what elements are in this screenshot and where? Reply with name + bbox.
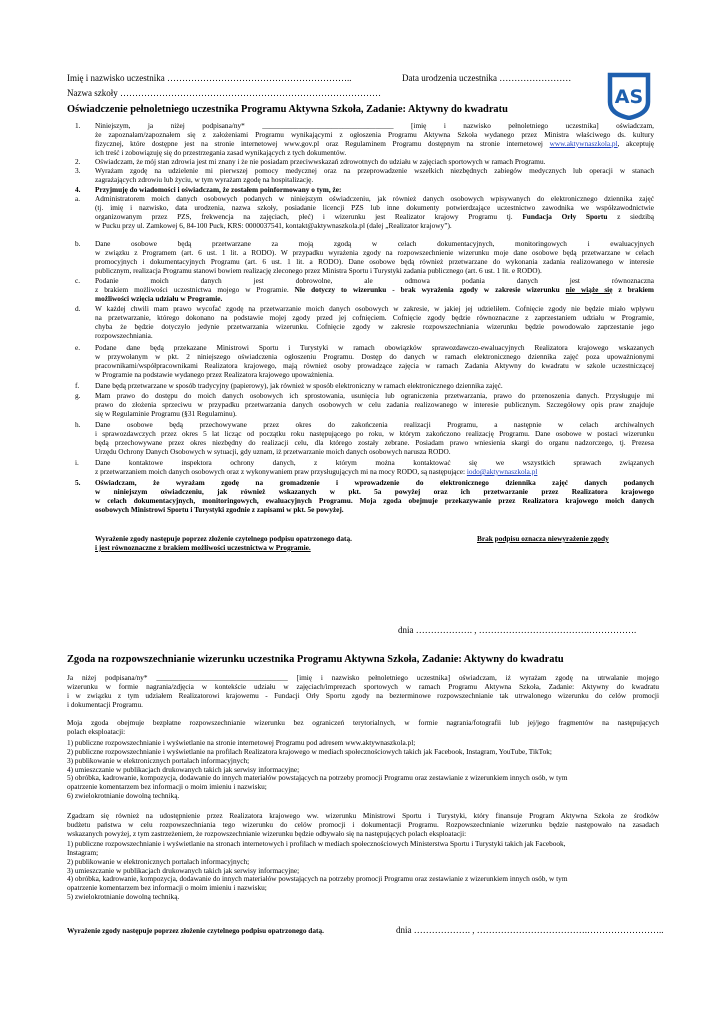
item-b-line: Dane osobowe będą przetwarzane za moją zgodą w celach dokumentacyjnych, monitoringowych i ewaluacyjnych (95, 239, 654, 248)
item-5-line: Oświadczam, że wyrażam zgodę na gromadzenie i wprowadzenie do elektronicznego dziennika zajęć danych podanych (95, 478, 654, 487)
school-field[interactable]: …………………………………………………………………………… (119, 88, 381, 98)
item-number-4: 4. (75, 185, 81, 194)
item-a-line: organizowanym przez PZS, frekwencja na zajęciach, płeć) i wizerunku jest Realizator krajowy Programu tj. Fundacja Orły Sportu z siedzibą (95, 211, 654, 221)
foundation-name: Fundacja Orły Sportu (522, 211, 608, 221)
item-e-line: w przywołanym w pkt. 2 niniejszego oświadczenia ogłoszeniu Programu. Dostęp do danych w ramach elektronicznego dziennika zajęć poza upoważnionymi (95, 351, 654, 361)
item-1-line: że zapoznałam/zapoznałem się z założeniami Programu wynikającymi z ogłoszenia Programu Aktywna Szkoła wydanego przez Ministra właściwego ds. kultury (95, 129, 654, 139)
item-a-line: (tj. imię i nazwisko, data urodzenia, nazwa szkoły, posiadanie licencji PZS lub inne dokumenty potwierdzające uczestnictwo zawodnika we współzawodnictwie (95, 202, 654, 212)
item-e (95, 344, 654, 379)
item-e-line: w Programie na podstawie wydanego przez Realizatora krajowego upoważnienia. (95, 369, 334, 379)
item-d-line: na przetwarzanie, którego dokonano na podstawie mojej zgody przed jej cofnięciem. Cofnięcie zgody będzie równoznaczne z zaprzestaniem udziału w Programie, (95, 312, 654, 322)
item-letter-c: c. (75, 276, 81, 285)
item-5-line: w celach dokumentacyjnych, monitoringowych, ewaluacyjnych Programu. Moja zgoda obejmuje przekazywanie przez Realizatora krajowego moich danych (95, 495, 654, 505)
item-a-line: w Pucku przy ul. Zamkowej 6, 84-100 Puck, KRS: 0000037541, kontakt@aktywnaszkola.pl (dalej „Realizator krajowy”). (95, 220, 452, 230)
item-1-text: fizycznej, które dostępne jest na stronie internetowej www.gov.pl oraz Regulaminem Programu dostępnym na stronie internetowej (95, 138, 543, 148)
item-h (95, 421, 654, 456)
list-item: opatrzenie komentarzem bez informacji o moim imieniu i nazwisku; (67, 782, 267, 792)
ministry-consent-intro: Zgadzam się również na udostępnienie przez Realizatora krajowego ww. wizerunku Ministrowi Sportu i Turystyki, który finansuje Program Aktywna Szkoła ze środków budżetu państwa w celu rozpowszechniania tego wizerunku do celów promocji i dokumentacji Programu. Rozpowszechnianie wizerunku będzie następowało na zasadach wskazanych powyżej, z tym zastrzeżeniem, że rozpowszechnianie wizerunku będzie odbywało się na następujących polach eksploatacji: (67, 811, 659, 838)
item-3-line: Wyrażam zgodę na udzielenie mi pierwszej pomocy medycznej oraz na przeprowadzenie wszelkich niezbędnych zabiegów medycznych lub operacji w stanach (95, 166, 654, 175)
item-h-line: Dane osobowe będą przechowywane przez okres do zakończenia realizacji Programu, a następnie w celach archiwalnych (95, 420, 654, 429)
item-b-line: w związku z Programem (art. 6 ust. 1 lit. a RODO). W przypadku wyrażenia zgody na rozpowszechnienie wizerunku moje dane osobowe będą przetwarzane w celach (95, 247, 654, 257)
item-c-line: możliwości wzięcia udziału w Programie. (95, 293, 223, 303)
section1-title: Oświadczenie pełnoletniego uczestnika Programu Aktywna Szkoła, Zadanie: Aktywny do kwadratu (67, 104, 508, 115)
item-3-line: zagrażających zdrowiu lub życiu, w tym wyrażam zgodę na hospitalizację. (95, 174, 314, 184)
item-letter-i: i. (75, 458, 79, 467)
image-consent-intro: Ja niżej podpisana/ny* ____________________________________ [imię i nazwisko pełnoletniego uczestnika] oświadczam, iż wyrażam zgodę na utrwalanie mojego wizerunku w formie nagrania/zdjęcia w kontekście udziału w zajęciach/imprezach sportowych w ramach Programu Aktywna Szkoła, Zadanie: Aktywny do kwadratu i w związku z tym udziałem Realizatorowi krajowemu - Fundacji Orły Sportu zgody na bezterminowe rozpowszechnianie tak utrwalonego wizerunku do celów promocji i dokumentacji Programu. (67, 673, 659, 709)
list-item: 5) zwielokrotnianie dowolną techniką. (67, 892, 180, 902)
item-g-line: się w Regulaminie Programu (§31 Regulaminu). (95, 408, 237, 418)
item-2-text: Oświadczam, że mój stan zdrowia jest mi znany i że nie posiadam przeciwwskazań zdrowotnych do udziału w zajęciach sportowych w ramach Programu. (95, 157, 546, 166)
item-number-2: 2. (75, 157, 81, 166)
item-e-line: Podane dane będą przekazane Ministrowi Sportu i Turystyki w ramach obowiązków sprawozdawczo-ewaluacyjnych Realizatora krajowego wskazanych (95, 343, 654, 352)
item-h-line: Urzędu Ochrony Danych Osobowych w sytuacji, gdy uznam, iż przetwarzanie moich danych osobowych narusza RODO. (95, 446, 451, 456)
item-letter-e: e. (75, 343, 81, 352)
list-item: 2) publiczne rozpowszechnianie i wyświetlanie na profilach Realizatora krajowego w mediach społecznościowych takich jak Facebook, Instagram, YouTube, TikTok; (67, 746, 552, 756)
section2-title: Zgoda na rozpowszechnianie wizerunku uczestnika Programu Aktywna Szkoła, Zadanie: Aktywny do kwadratu (67, 654, 564, 665)
item-c-line: Podanie moich danych jest dobrowolne, ale odmowa podania danych jest równoznaczna (95, 276, 654, 285)
list-item: 4) obróbka, kadrowanie, kompozycja, dodawanie do innych materiałów powstających na potrzeby promocji Programu oraz zestawianie z wizerunkiem innych osób, w tym (67, 874, 568, 884)
item-5-line: w niniejszym oświadczeniu, jak również wskazanych w pkt. 5a powyżej oraz ich przetwarzanie przez Realizatora krajowego (95, 486, 654, 496)
item-a-line: Administratorem moich danych osobowych podanych w niniejszym oświadczeniu, jak również danych osobowych wpisywanych do elektronicznego dziennika zajęć (95, 194, 654, 203)
item-d-line: chyba że będzie dotyczyło jedynie przetwarzania wizerunku. Cofnięcie zgody w zakresie rozpowszechniania wizerunku będzie powodowało zaprzestanie jego (95, 321, 654, 331)
item-i-line: Dane kontaktowe inspektora ochrony danych, z którym można kontaktować się we wszystkich sprawach związanych (95, 458, 654, 467)
signature-line-2[interactable]: dnia ………………. , ……………………………….…………………….. (396, 925, 664, 935)
list-item: 1) publiczne rozpowszechnianie i wyświetlanie na stronach internetowych i profilach w mediach społecznościowych Ministerstwa Sportu i Turystyki takich jak Facebook, (67, 839, 566, 848)
iodo-email-link[interactable]: iodo@aktywnaszkola.pl (466, 466, 538, 476)
item-letter-b: b. (75, 239, 81, 248)
dob-label: Data urodzenia uczestnika (402, 73, 497, 83)
item-f-text: Dane będą przetwarzane w sposób tradycyjny (papierowy), jak również w sposób elektroniczny w ramach elektronicznego dziennika zajęć. (95, 381, 503, 390)
scope-intro: Moja zgoda obejmuje bezpłatne rozpowszechnianie wizerunku bez ograniczeń terytorialnych, w formie nagrania/fotografii lub jej/jego fragmentów na następujących polach eksploatacji: (67, 718, 659, 736)
item-1-line: fizycznej, które dostępne jest na stronie internetowej www.gov.pl oraz Regulaminem Programu dostępnym na stronie internetowej www.aktywnaszkola.pl, akceptuję (95, 138, 654, 148)
signature-line-1[interactable]: dnia ………………. , ……………………………….……………. (398, 625, 637, 635)
list-item: 5) obróbka, kadrowanie, kompozycja, dodawanie do innych materiałów powstających na potrzeby promocji Programu oraz zestawianie z wizerunkiem innych osób, w tym (67, 773, 568, 783)
item-a (95, 195, 654, 230)
list-item: 6) zwielokrotnianie dowolną techniką. (67, 791, 180, 801)
item-d-line: rozpowszechniania. (95, 330, 153, 340)
item-number-3: 3. (75, 166, 81, 175)
item-i (95, 459, 654, 477)
name-field[interactable]: …………………………………………………….. (166, 73, 352, 83)
ministry-fields-list (67, 840, 659, 902)
list-item: 3) publikowanie w elektronicznych portalach informacyjnych; (67, 755, 250, 765)
school-label: Nazwa szkoły (67, 88, 118, 98)
dob-row (402, 73, 571, 83)
list-item: Instagram; (67, 847, 99, 857)
item-letter-a: a. (75, 194, 81, 203)
logo-letters: AS (614, 86, 644, 108)
item-c-line: z brakiem możliwości uczestnictwa mojego w Programie. Nie dotyczy to wizerunku - brak wyrażenia zgody w zakresie wizerunku nie wiąże się z brakiem (95, 284, 654, 294)
item-letter-h: h. (75, 420, 81, 429)
item-1-line: ich treść i zobowiązuję się do przestrzegania zasad wynikających z tych dokumentów. (95, 147, 347, 157)
item-number-5: 5. (75, 478, 81, 487)
list-item: opatrzenie komentarzem bez informacji o moim imieniu i nazwisku; (67, 883, 267, 893)
item-d-line: W każdej chwili mam prawo wycofać zgodę na przetwarzanie moich danych osobowych w zakresie, w jakiej jej udzieliłem. Cofnięcie zgody nie będzie miało wpływu (95, 304, 654, 313)
item-g-line: Mam prawo do dostępu do moich danych osobowych ich sprostowania, usunięcia lub ograniczenia przetwarzania, prawo do przenoszenia danych. Przysługuje mi (95, 391, 654, 400)
item-c (95, 277, 654, 304)
list-item: 1) publiczne rozpowszechnianie i wyświetlanie na stronie internetowej Programu pod adresem www.aktywnaszkola.pl; (67, 738, 416, 747)
item-number-1: 1. (75, 121, 81, 130)
item-e-line: pracownikami/współpracownikami Realizatora krajowego, mają również osoby prowadzące zajęcia w ramach Zadania Aktywny do kwadratu w szkole uczestniczącej (95, 360, 654, 370)
item-d (95, 305, 654, 340)
aktywnaszkola-link[interactable]: www.aktywnaszkola.pl (549, 138, 618, 148)
item-b (95, 240, 654, 275)
name-label: Imię i nazwisko uczestnika (67, 73, 165, 83)
item-letter-f: f. (75, 381, 80, 390)
list-item: 2) publikowanie w elektronicznych portalach informacyjnych; (67, 856, 250, 866)
consent-note-2: Wyrażenie zgody następuje poprzez złożenie czytelnego podpisu opatrzonego datą. (67, 926, 324, 935)
item-i-line: z przetwarzaniem moich danych osobowych oraz z wykonywaniem praw przysługujących mi na mocy RODO, są następujące: iodo@aktywnaszkola.pl (95, 466, 538, 476)
list-item: 3) umieszczanie w publikacjach drukowanych takich jak serwisy informacyjne; (67, 865, 300, 875)
item-b-line: publicznym, realizacja Programu stanowi bowiem realizację zleconego przez Ministra Sportu i Turystyki zadania publicznego (art. 6 ust. 1 lit. e RODO). (95, 265, 542, 275)
school-row (67, 88, 381, 98)
consent-note-1: Wyrażenie zgody następuje poprzez złożenie czytelnego podpisu opatrzonego datą. Brak podpisu oznacza niewyrażenie zgody i jest równoznaczne z brakiem możliwości uczestnictwa w Programie. (95, 534, 609, 552)
item-g-line: prawo do złożenia sprzeciwu w przypadku przetwarzania danych osobowych w celu zadania realizowanego w interesie publicznym. Szczegółowy opis praw znajduje (95, 399, 654, 409)
item-letter-g: g. (75, 391, 81, 400)
item-1-line: Niniejszym, ja niżej podpisana/ny* ____________________________________ [imię i nazwisko pełnoletniego uczestnika] oświadczam, (95, 121, 654, 130)
dob-field[interactable]: …………………… (499, 73, 572, 83)
list-item: 4) umieszczanie w publikacjach drukowanych takich jak serwisy informacyjne; (67, 764, 300, 774)
item-5-line: osobowych Ministrowi Sportu i Turystyki zgodnie z zapisami w pkt. 5e powyżej. (95, 504, 344, 514)
item-h-line: i sprawozdawczych przez okres 5 lat licząc od początku roku następującego po roku, w którym zakończono realizację Programu. Dane osobowe w postaci wizerunku (95, 428, 654, 438)
item-h-line: będą przechowywane przez okres niezbędny do realizacji celu, dla którego zostały zebrane. Posiadam prawo wniesienia skargi do organu nadzorczego, tj. Prezesa (95, 437, 654, 447)
item-5 (95, 479, 654, 514)
item-f (95, 382, 654, 391)
item-b-line: promocyjnych i dokumentacyjnych Programu (art. 6 ust. 1 lit. a RODO). Dane osobowe będą również przetwarzane do wykonania zadania realizowanego w interesie (95, 256, 654, 266)
item-g (95, 392, 654, 419)
item-letter-d: d. (75, 304, 81, 313)
item-4-text: Przyjmuję do wiadomości i oświadczam, że zostałem poinformowany o tym, że: (95, 185, 342, 194)
item-1 (95, 122, 654, 157)
exploitation-fields-list (67, 739, 659, 801)
item-3 (95, 167, 654, 185)
